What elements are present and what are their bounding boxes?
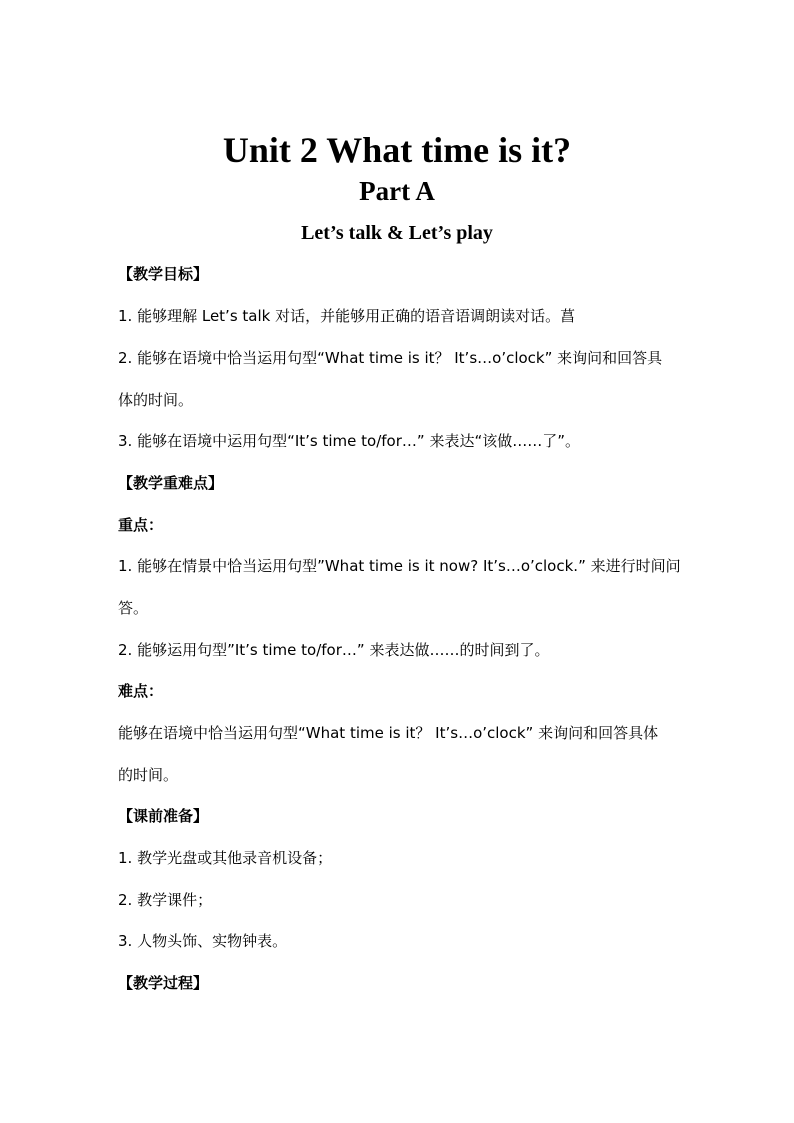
heading-key-points: 重点： [118,516,164,534]
objective-1: 1. 能够理解 Let’s talk 对话，并能够用正确的语音语调朗读对话。菖 [118,307,576,325]
heading-teaching-process: 【教学过程】 [118,974,209,992]
heading-teaching-objectives: 【教学目标】 [118,265,209,283]
objective-2: 2. 能够在语境中恰当运用句型“What time is it？ It’s…o’clock” 来询问和回答具 [118,349,663,367]
preparation-1: 1. 教学光盘或其他录音机设备； [118,849,333,867]
objective-2-continued: 体的时间。 [118,391,194,409]
heading-difficult-points: 难点： [118,682,164,700]
difficult-point-continued: 的时间。 [118,766,179,784]
key-point-2: 2. 能够运用句型”It’s time to/for…” 来表达做……的时间到了。 [118,641,550,659]
preparation-3: 3. 人物头饰、实物钟表。 [118,932,288,950]
heading-preparation: 【课前准备】 [118,807,209,825]
section-title: Let’s talk & Let’s play [301,222,493,244]
key-point-1-continued: 答。 [118,599,149,617]
heading-key-difficult-points: 【教学重难点】 [118,474,224,492]
preparation-2: 2. 教学课件； [118,891,213,909]
key-point-1: 1. 能够在情景中恰当运用句型”What time is it now? It’s…o’clock.” 来进行时间问 [118,557,681,575]
objective-3: 3. 能够在语境中运用句型“It’s time to/for…” 来表达“该做……了”。 [118,432,580,450]
document-title: Unit 2 What time is it? [222,130,572,170]
difficult-point: 能够在语境中恰当运用句型“What time is it？ It’s…o’clock” 来询问和回答具体 [118,724,659,742]
document-subtitle: Part A [359,176,435,206]
